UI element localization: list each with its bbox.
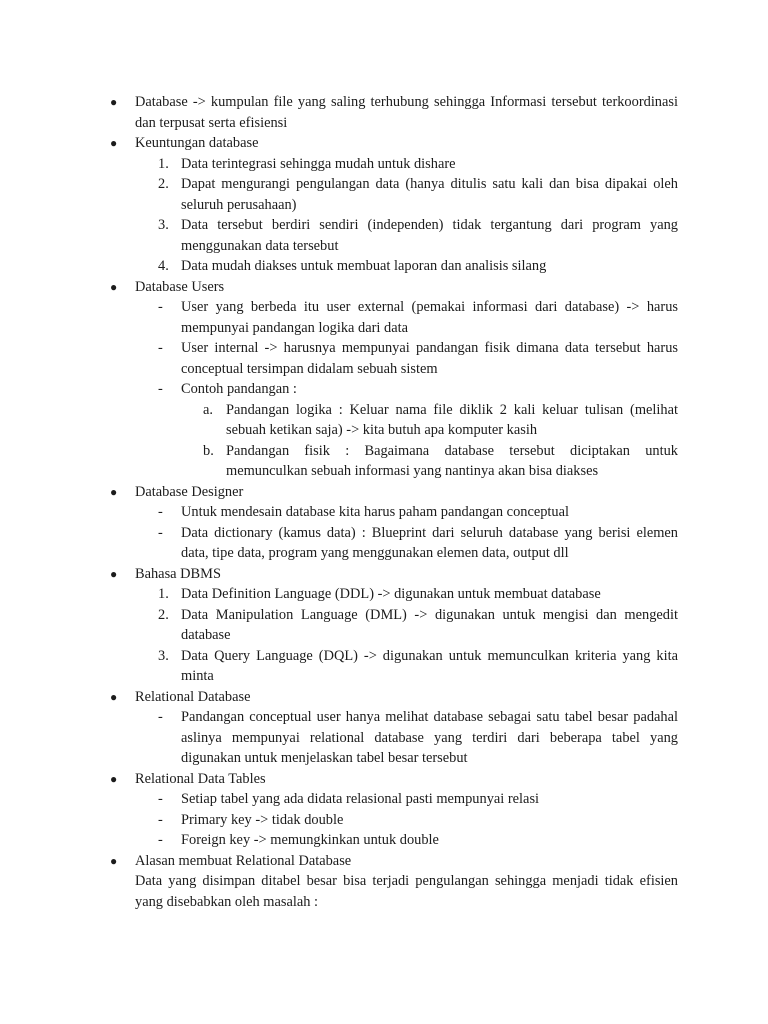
list-marker: - — [158, 299, 163, 315]
list-marker: - — [158, 381, 163, 397]
bullet-marker: ● — [110, 484, 118, 499]
list-item — [0, 584, 768, 605]
list-item — [0, 133, 768, 154]
list-item — [0, 810, 768, 831]
list-marker: 1. — [158, 155, 169, 172]
list-item-text: Data dictionary (kamus data) : Blueprint dari seluruh database yang berisi elemen data, tipe data, program yang menggunakan elemen data, output dll — [181, 524, 678, 561]
list-item — [0, 400, 768, 441]
list-item-text: Bahasa DBMS — [135, 565, 221, 582]
list-item-text: Data yang disimpan ditabel besar bisa terjadi pengulangan sehingga menjadi tidak efisien yang disebabkan oleh masalah : — [135, 873, 678, 910]
list-item — [0, 502, 768, 523]
list-marker: - — [158, 709, 163, 725]
list-item-text: Data terintegrasi sehingga mudah untuk dishare — [181, 155, 456, 172]
list-marker: - — [158, 524, 163, 541]
document-body — [0, 92, 768, 912]
list-item-text: Pandangan logika : Keluar nama file diklik 2 kali keluar tulisan (melihat sebuah ketikan saja) -> kita butuh apa komputer kasih — [226, 401, 678, 438]
list-marker: 3. — [158, 217, 169, 233]
list-marker: b. — [203, 442, 214, 459]
list-marker: - — [158, 811, 163, 828]
bullet-marker: ● — [110, 95, 118, 109]
list-item-text: Setiap tabel yang ada didata relasional pasti mempunyai relasi — [181, 791, 540, 807]
bullet-marker: ● — [110, 853, 118, 868]
list-item-text: Untuk mendesain database kita harus paham pandangan conceptual — [181, 504, 570, 520]
list-item — [0, 482, 768, 503]
list-marker: - — [158, 791, 163, 807]
list-item-text: Keuntungan database — [135, 135, 259, 151]
list-item — [0, 174, 768, 215]
list-item-text: Data tersebut berdiri sendiri (independen) tidak tergantung dari program yang menggunakan data tersebut — [181, 217, 678, 254]
bullet-marker: ● — [110, 689, 118, 704]
list-marker: - — [158, 504, 163, 520]
list-item-text: Data Query Language (DQL) -> digunakan untuk memunculkan kriteria yang kita minta — [181, 647, 678, 684]
list-item-text: Data mudah diakses untuk membuat laporan dan analisis silang — [181, 258, 547, 274]
list-item-text: Dapat mengurangi pengulangan data (hanya ditulis satu kali dan bisa dipakai oleh seluruh perusahaan) — [181, 176, 678, 213]
list-item — [0, 605, 768, 646]
list-marker: - — [158, 340, 163, 356]
list-item-text: Database Users — [135, 278, 225, 295]
list-item-text: Alasan membuat Relational Database — [135, 852, 352, 869]
list-item — [0, 687, 768, 708]
list-item-text: Relational Data Tables — [135, 770, 266, 787]
list-item-text: Contoh pandangan : — [181, 381, 297, 397]
bullet-marker: ● — [110, 279, 118, 294]
paragraph — [0, 871, 768, 912]
list-item-text: Pandangan fisik : Bagaimana database tersebut diciptakan untuk memunculkan sebuah informasi yang nantinya akan bisa diakses — [226, 442, 678, 479]
bullet-marker: ● — [110, 566, 118, 581]
list-item — [0, 769, 768, 790]
list-item — [0, 256, 768, 277]
list-item — [0, 646, 768, 687]
list-item-text: User yang berbeda itu user external (pemakai informasi dari database) -> harus mempunyai pandangan logika dari data — [181, 299, 678, 336]
list-item-text: Database Designer — [135, 483, 244, 500]
list-item — [0, 215, 768, 256]
list-marker: 3. — [158, 647, 169, 664]
list-item-text: Relational Database — [135, 688, 251, 705]
list-marker: a. — [203, 401, 213, 418]
list-item — [0, 564, 768, 585]
list-marker: 2. — [158, 176, 169, 192]
list-marker: 4. — [158, 258, 169, 274]
list-item-text: Primary key -> tidak double — [181, 811, 344, 828]
list-item — [0, 523, 768, 564]
list-item — [0, 707, 768, 769]
list-item-text: Data Manipulation Language (DML) -> digunakan untuk mengisi dan mengedit database — [181, 606, 678, 643]
list-item-text: Pandangan conceptual user hanya melihat database sebagai satu tabel besar padahal aslinya mempunyai relational database yang terdiri dari beberapa tabel yang digunakan untuk menjelaskan tabel besar tersebut — [181, 709, 678, 766]
list-item — [0, 92, 768, 133]
list-item — [0, 154, 768, 175]
list-item — [0, 830, 768, 851]
list-marker: - — [158, 832, 163, 848]
list-item-text: User internal -> harusnya mempunyai pandangan fisik dimana data tersebut harus conceptual tersimpan didalam sebuah sistem — [181, 340, 678, 377]
bullet-marker: ● — [110, 771, 118, 786]
list-item — [0, 441, 768, 482]
list-item-text: Foreign key -> memungkinkan untuk double — [181, 832, 439, 848]
list-item — [0, 338, 768, 379]
list-item — [0, 851, 768, 872]
list-marker: 2. — [158, 606, 169, 623]
list-item — [0, 297, 768, 338]
bullet-marker: ● — [110, 136, 118, 150]
list-item-text: Database -> kumpulan file yang saling terhubung sehingga Informasi tersebut terkoordinasi dan terpusat serta efisiensi — [135, 94, 678, 131]
list-item — [0, 379, 768, 400]
list-item — [0, 277, 768, 298]
list-item-text: Data Definition Language (DDL) -> digunakan untuk membuat database — [181, 586, 601, 602]
list-marker: 1. — [158, 586, 169, 602]
list-item — [0, 789, 768, 810]
